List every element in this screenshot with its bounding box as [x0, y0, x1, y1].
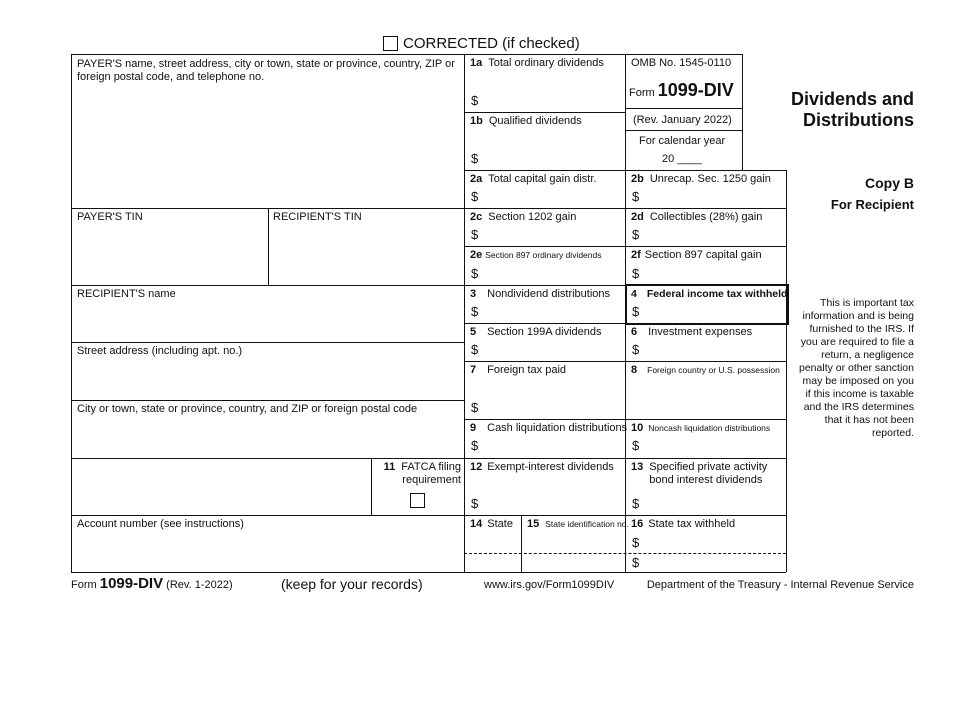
box9-number: 9 — [470, 422, 477, 434]
box4-number: 4 — [631, 288, 637, 300]
box8-text: Foreign country or U.S. possession — [647, 365, 780, 375]
box1b-number: 1b — [470, 115, 483, 127]
box10-label — [631, 422, 770, 435]
rule-row2e — [464, 246, 786, 247]
box15-label — [527, 518, 629, 531]
box15-field[interactable] — [523, 532, 623, 570]
footer-form-name: 1099-DIV — [99, 575, 164, 592]
form-title-line1: Dividends and — [790, 89, 914, 109]
box2f-number: 2f — [631, 249, 641, 261]
box12-label — [470, 461, 614, 474]
recipient-name-field[interactable] — [73, 302, 462, 340]
box2c-dollar[interactable]: $ — [471, 227, 479, 242]
box14-label — [470, 518, 513, 531]
payer-tin-label: PAYER'S TIN — [77, 211, 143, 223]
payer-tin-field[interactable] — [73, 226, 266, 283]
box5-dollar[interactable]: $ — [471, 342, 479, 357]
rule-1a — [464, 112, 625, 113]
account-number-field[interactable] — [73, 532, 462, 570]
rule-omb-rev-bottom — [625, 130, 742, 131]
divider-omb-right — [742, 54, 743, 170]
box5-label — [470, 326, 602, 339]
box13-dollar[interactable]: $ — [632, 496, 640, 511]
box2b-dollar[interactable]: $ — [632, 189, 640, 204]
box7-dollar[interactable]: $ — [471, 400, 479, 415]
box2d-number: 2d — [631, 211, 644, 223]
box15-number: 15 — [527, 518, 540, 530]
box2e-number: 2e — [470, 249, 483, 261]
box14-number: 14 — [470, 518, 483, 530]
box9-dollar[interactable]: $ — [471, 438, 479, 453]
box1a-number: 1a — [470, 57, 483, 69]
box14-text: State — [487, 518, 513, 530]
box7-label — [470, 364, 566, 377]
box12-text: Exempt-interest dividends — [487, 461, 614, 473]
divider-tin — [268, 208, 269, 285]
omb-rev: (Rev. January 2022) — [633, 114, 732, 126]
street-address-field[interactable] — [73, 359, 462, 398]
rule-row2c — [464, 208, 786, 209]
box3-text: Nondividend distributions — [487, 288, 611, 300]
box7-text: Foreign tax paid — [487, 364, 567, 376]
box1a-dollar[interactable]: $ — [471, 93, 479, 108]
box13-text: Specified private activity bond interest dividends — [649, 461, 768, 486]
form-left-border — [71, 54, 72, 572]
box2d-label — [631, 211, 762, 224]
box2b-label — [631, 173, 771, 186]
street-address-label: Street address (including apt. no.) — [77, 345, 243, 357]
footer-keep-records: (keep for your records) — [281, 576, 423, 592]
rule-city — [71, 400, 464, 401]
box16-label — [631, 518, 735, 531]
box16-text: State tax withheld — [648, 518, 736, 530]
corrected-checkbox[interactable] — [383, 36, 398, 51]
city-label: City or town, state or province, country, and ZIP or foreign postal code — [77, 403, 418, 415]
box4-dollar[interactable]: $ — [632, 304, 640, 319]
rule-row9 — [464, 419, 786, 420]
corrected-label: CORRECTED (if checked) — [403, 35, 580, 52]
box16-dollar-1[interactable]: $ — [632, 535, 640, 550]
calendar-year-value[interactable]: 20 ____ — [662, 153, 702, 165]
box5-number: 5 — [470, 326, 477, 338]
account-number-label: Account number (see instructions) — [77, 518, 244, 530]
footer-url[interactable]: www.irs.gov/Form1099DIV — [484, 579, 615, 591]
rule-recipient-name — [71, 285, 464, 286]
box1a-label — [470, 57, 604, 70]
box3-dollar[interactable]: $ — [471, 304, 479, 319]
box9-text: Cash liquidation distributions — [487, 422, 628, 434]
form-bottom-border — [71, 572, 786, 573]
footer-form-id — [71, 574, 233, 595]
divider-left-center — [464, 54, 465, 572]
city-field[interactable] — [73, 417, 462, 456]
payer-name-label: PAYER'S name, street address, city or town, state or province, country, ZIP or foreign postal code, and telephone no. — [77, 58, 455, 83]
box2a-dollar[interactable]: $ — [471, 189, 479, 204]
divider-right — [786, 170, 787, 572]
box2a-label — [470, 173, 596, 186]
box16-dollar-2[interactable]: $ — [632, 555, 640, 570]
copy-notice: This is important tax information and is being furnished to the IRS. If you are required to file a return, a negligence penalty or other sanction may be imposed on you if this income is taxable and the IRS determines that it has not been reported. — [799, 297, 914, 439]
rule-payer — [71, 208, 464, 209]
box2a-number: 2a — [470, 173, 483, 185]
box8-label — [631, 364, 780, 377]
box2e-dollar[interactable]: $ — [471, 266, 479, 281]
copy-subtitle: For Recipient — [830, 197, 914, 212]
box2f-text: Section 897 capital gain — [644, 249, 762, 261]
box2c-text: Section 1202 gain — [488, 211, 577, 223]
footer-department: Department of the Treasury - Internal Revenue Service — [646, 579, 914, 591]
calendar-year-label: For calendar year — [639, 135, 726, 147]
rule-row2a — [464, 170, 786, 171]
recipient-name-label: RECIPIENT'S name — [77, 288, 176, 300]
box8-field[interactable] — [627, 378, 784, 417]
box3-number: 3 — [470, 288, 477, 300]
box2d-text: Collectibles (28%) gain — [649, 211, 763, 223]
box2f-label — [631, 249, 762, 262]
box8-number: 8 — [631, 364, 638, 376]
footer-rev: (Rev. 1-2022) — [166, 579, 233, 591]
omb-form-name: 1099-DIV — [657, 80, 734, 100]
box11-text: FATCA filing requirement — [401, 461, 461, 486]
box10-text: Noncash liquidation distributions — [648, 423, 771, 433]
box2f-dollar[interactable]: $ — [632, 266, 640, 281]
box2c-label — [470, 211, 576, 224]
box6-dollar[interactable]: $ — [632, 342, 640, 357]
box3-label — [470, 288, 610, 301]
box12-number: 12 — [470, 461, 483, 473]
box4-label — [631, 288, 787, 301]
omb-number: OMB No. 1545-0110 — [631, 57, 732, 69]
box4-text: Federal income tax withheld — [646, 288, 788, 300]
box6-label — [631, 326, 752, 339]
box12-dollar[interactable]: $ — [471, 496, 479, 511]
box1b-dollar[interactable]: $ — [471, 151, 479, 166]
divider-14-15 — [521, 515, 522, 572]
box6-number: 6 — [631, 326, 638, 338]
rule-row12 — [464, 458, 786, 459]
box15-text: State identification no. — [545, 519, 629, 529]
box10-number: 10 — [631, 422, 644, 434]
box14-field[interactable] — [466, 532, 519, 570]
box11-number: 11 — [383, 461, 396, 473]
box2d-dollar[interactable]: $ — [632, 227, 640, 242]
omb-form-id — [629, 80, 734, 103]
box10-dollar[interactable]: $ — [632, 438, 640, 453]
box1b-label — [470, 115, 582, 128]
box2e-text: Section 897 ordinary dividends — [485, 250, 602, 260]
divider-fatca — [371, 458, 372, 515]
box13-label — [631, 461, 781, 487]
rule-omb-rev-top — [625, 108, 742, 109]
box2b-number: 2b — [631, 173, 644, 185]
box6-text: Investment expenses — [648, 326, 753, 338]
box9-label — [470, 422, 627, 435]
footer-form-prefix: Form — [71, 579, 97, 591]
rule-row7 — [464, 361, 786, 362]
box11-label — [376, 461, 461, 487]
fatca-checkbox[interactable] — [410, 493, 425, 508]
rule-row14 — [464, 515, 786, 516]
recipient-tin-field[interactable] — [270, 226, 462, 283]
box2a-text: Total capital gain distr. — [488, 173, 597, 185]
copy-title: Copy B — [865, 175, 914, 191]
box13-number: 13 — [631, 461, 644, 473]
rule-account — [71, 515, 464, 516]
rule-fatca — [71, 458, 464, 459]
recipient-tin-label: RECIPIENT'S TIN — [273, 211, 362, 223]
rule-street — [71, 342, 464, 343]
box2c-number: 2c — [470, 211, 483, 223]
box2b-text: Unrecap. Sec. 1250 gain — [649, 173, 771, 185]
box1b-text: Qualified dividends — [488, 115, 582, 127]
box16-number: 16 — [631, 518, 644, 530]
form-top-border — [71, 54, 742, 55]
omb-form-prefix: Form — [629, 87, 655, 99]
box5-text: Section 199A dividends — [487, 326, 602, 338]
payer-name-field[interactable] — [73, 86, 462, 206]
box7-number: 7 — [470, 364, 477, 376]
box2e-label — [470, 249, 602, 262]
box1a-text: Total ordinary dividends — [488, 57, 604, 69]
form-title-line2: Distributions — [803, 110, 914, 130]
